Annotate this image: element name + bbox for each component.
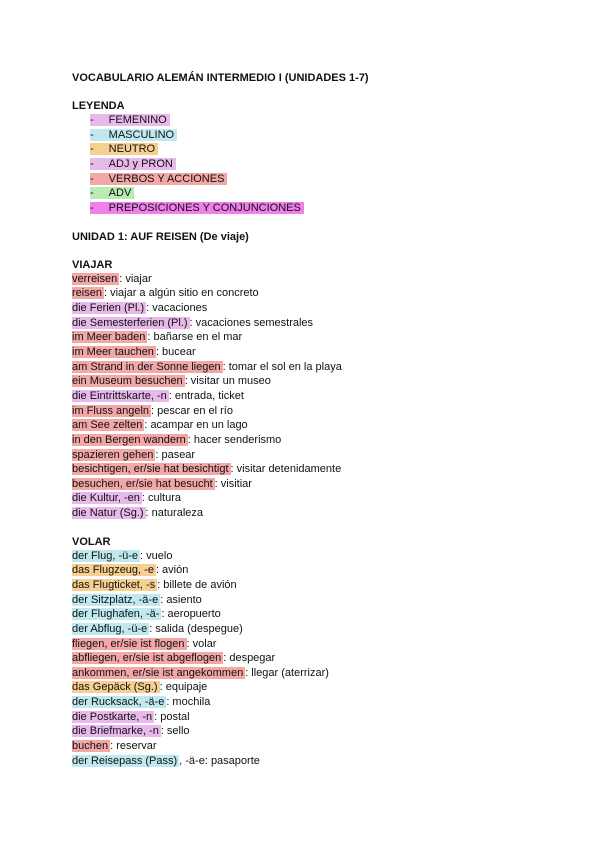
german-term: die Natur (Sg.) (72, 507, 144, 520)
german-term: die Briefmarke, -n (72, 725, 159, 738)
spanish-translation: : despegar (223, 652, 276, 665)
vocabulary-entry (72, 651, 562, 666)
legend-label: ADJ y PRON (108, 158, 173, 171)
legend-swatch (90, 129, 177, 141)
spanish-translation: : visitar un museo (184, 375, 271, 388)
spanish-translation: : hacer senderismo (187, 433, 282, 446)
spanish-translation: : visitiar (214, 477, 252, 490)
german-term: das Flugzeug, -e (72, 564, 154, 577)
german-term: die Eintrittskarte, -n (72, 389, 167, 402)
spanish-translation: : tomar el sol en la playa (222, 360, 342, 373)
spanish-translation: : acampar en un lago (144, 419, 248, 432)
legend-swatch (90, 173, 227, 185)
vocabulary-entry (72, 360, 562, 375)
legend-heading: LEYENDA (72, 100, 125, 112)
vocabulary-entry (72, 622, 562, 637)
vocabulary-entry (72, 739, 562, 754)
german-term: fliegen, er/sie ist flogen (72, 637, 185, 650)
german-term: im Fluss angeln (72, 404, 150, 417)
german-term: reisen (72, 287, 102, 300)
vocabulary-entry (72, 374, 562, 389)
spanish-translation: : postal (154, 710, 190, 723)
spanish-translation: : reservar (110, 740, 157, 753)
document-page (72, 71, 562, 768)
legend-swatch (90, 143, 158, 155)
vocabulary-entry (72, 710, 562, 725)
german-term: im Meer tauchen (72, 346, 154, 359)
unit-heading: UNIDAD 1: AUF REISEN (De viaje) (72, 230, 249, 243)
german-term: die Ferien (Pl.) (72, 302, 145, 315)
vocabulary-entry (72, 578, 562, 593)
vocabulary-entry (72, 491, 562, 506)
german-term: verreisen (72, 272, 118, 285)
german-term: ankommen, er/sie ist angekommen (72, 666, 244, 679)
german-term: in den Bergen wandern (72, 433, 186, 446)
spanish-translation: : billete de avión (157, 578, 237, 591)
section-heading: VIAJAR (72, 258, 113, 271)
legend-item (72, 128, 562, 143)
vocabulary-entry (72, 345, 562, 360)
german-term: buchen (72, 740, 109, 753)
vocabulary-entry (72, 316, 562, 331)
vocabulary-entry (72, 695, 562, 710)
spanish-translation: , -ä-e: pasaporte (179, 754, 260, 767)
spanish-translation: : bañarse en el mar (147, 331, 243, 344)
vocabulary-entry (72, 330, 562, 345)
vocabulary-entry (72, 607, 562, 622)
vocabulary-entry (72, 433, 562, 448)
spanish-translation: : volar (186, 637, 217, 650)
german-term: der Flughafen, -ä- (72, 608, 160, 621)
vocabulary-entry (72, 593, 562, 608)
spanish-translation: : vuelo (140, 549, 173, 562)
german-term: der Abflug, -ü-e (72, 622, 148, 635)
legend-bullet: - (90, 158, 94, 171)
legend-swatch (90, 158, 176, 170)
spanish-translation: : vacaciones (146, 302, 208, 315)
vocabulary-entry (72, 286, 562, 301)
legend-label: VERBOS Y ACCIONES (108, 172, 225, 185)
vocabulary-list (72, 272, 562, 521)
vocabulary-entry (72, 754, 562, 769)
legend-swatch (90, 202, 304, 214)
vocabulary-entry (72, 448, 562, 463)
spanish-translation: : asiento (160, 593, 202, 606)
legend-bullet: - (90, 128, 94, 141)
german-term: im Meer baden (72, 331, 146, 344)
vocabulary-entry (72, 666, 562, 681)
german-term: spazieren gehen (72, 448, 154, 461)
spanish-translation: : viajar (119, 272, 152, 285)
vocabulary-entry (72, 301, 562, 316)
legend-swatch (90, 187, 134, 199)
german-term: die Kultur, -en (72, 492, 140, 505)
vocabulary-entry (72, 418, 562, 433)
vocabulary-entry (72, 680, 562, 695)
spanish-translation: : equipaje (159, 681, 208, 694)
german-term: der Reisepass (Pass) (72, 754, 178, 767)
german-term: der Sitzplatz, -ä-e (72, 593, 159, 606)
legend-label: PREPOSICIONES Y CONJUNCIONES (108, 202, 301, 215)
legend-list (72, 113, 562, 216)
legend-item (72, 113, 562, 128)
spanish-translation: : cultura (141, 492, 182, 505)
vocabulary-entry (72, 404, 562, 419)
spanish-translation: : mochila (166, 696, 211, 709)
document-title: VOCABULARIO ALEMÁN INTERMEDIO I (UNIDADES 1-7) (72, 72, 369, 84)
legend-swatch (90, 114, 170, 126)
spanish-translation: : visitar detenidamente (230, 463, 342, 476)
legend-bullet: - (90, 187, 94, 200)
vocabulary-entry (72, 389, 562, 404)
vocabulary-entry (72, 549, 562, 564)
spanish-translation: : naturaleza (145, 507, 204, 520)
vocabulary-sections (72, 258, 562, 769)
german-term: am See zelten (72, 419, 143, 432)
german-term: das Flugticket, -s (72, 578, 156, 591)
vocabulary-entry (72, 477, 562, 492)
spanish-translation: : vacaciones semestrales (189, 316, 314, 329)
german-term: der Rucksack, -ä-e (72, 696, 165, 709)
spanish-translation: : avión (155, 564, 189, 577)
german-term: besichtigen, er/sie hat besichtigt (72, 463, 229, 476)
spanish-translation: : pasear (155, 448, 196, 461)
legend-label: FEMENINO (108, 114, 167, 126)
spanish-translation: : pescar en el río (151, 404, 233, 417)
legend-item (72, 157, 562, 172)
section-heading: VOLAR (72, 535, 111, 548)
legend-label: MASCULINO (108, 128, 175, 141)
german-term: die Postkarte, -n (72, 710, 153, 723)
german-term: der Flug, -ü-e (72, 549, 139, 562)
spanish-translation: : sello (160, 725, 190, 738)
german-term: das Gepäck (Sg.) (72, 681, 158, 694)
spanish-translation: : entrada, ticket (168, 389, 244, 402)
german-term: die Semesterferien (Pl.) (72, 316, 188, 329)
german-term: besuchen, er/sie hat besucht (72, 477, 213, 490)
vocabulary-entry (72, 637, 562, 652)
legend-bullet: - (90, 172, 94, 185)
legend-item (72, 172, 562, 187)
spanish-translation: : aeropuerto (161, 608, 221, 621)
spanish-translation: : bucear (155, 346, 196, 359)
german-term: ein Museum besuchen (72, 375, 183, 388)
german-term: abfliegen, er/sie ist abgeflogen (72, 652, 222, 665)
spanish-translation: : viajar a algún sitio en concreto (103, 287, 259, 300)
vocabulary-entry (72, 462, 562, 477)
german-term: am Strand in der Sonne liegen (72, 360, 221, 373)
vocabulary-list (72, 549, 562, 769)
legend-bullet: - (90, 114, 94, 126)
legend-label: NEUTRO (108, 143, 156, 156)
legend-bullet: - (90, 202, 94, 215)
vocabulary-entry (72, 563, 562, 578)
legend-item (72, 201, 562, 216)
legend-item (72, 186, 562, 201)
spanish-translation: : salida (despegue) (149, 622, 243, 635)
vocabulary-entry (72, 506, 562, 521)
vocabulary-entry (72, 724, 562, 739)
legend-item (72, 142, 562, 157)
vocabulary-entry (72, 272, 562, 287)
legend-bullet: - (90, 143, 94, 156)
spanish-translation: : llegar (aterrizar) (245, 666, 329, 679)
legend-label: ADV (108, 187, 132, 200)
